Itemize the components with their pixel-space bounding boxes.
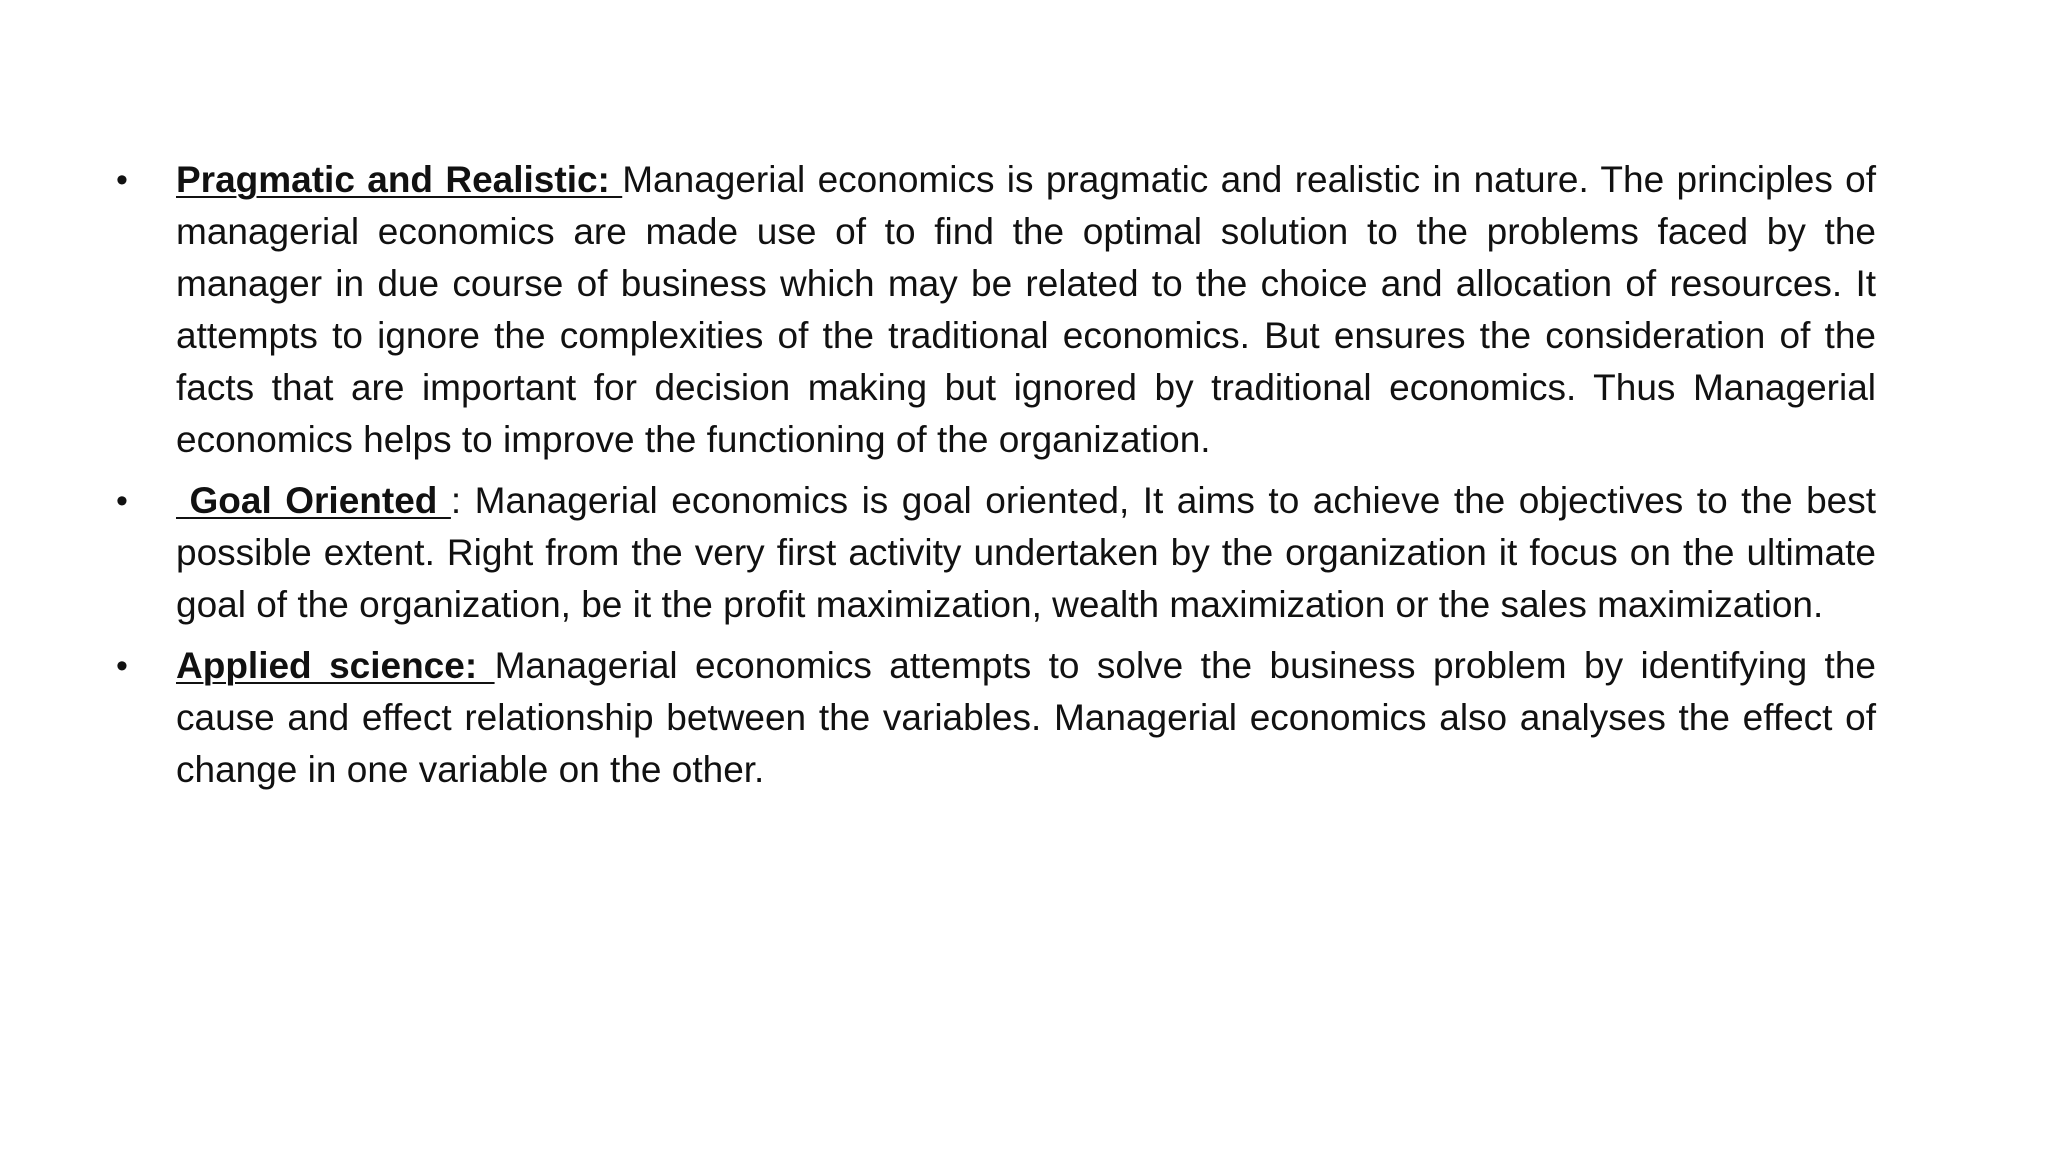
bullet-icon: • (116, 647, 128, 685)
description-applied-science: Managerial economics attempts to solve the business problem by identifying the cause and effect relationship between the variables. Managerial economics also analyses the effect of change in one variable on the other. (176, 645, 1876, 790)
bullet-item-applied-science (110, 640, 1876, 796)
term-applied-science: Applied science: (176, 645, 495, 686)
term-pragmatic-and-realistic: Pragmatic and Realistic: (176, 159, 623, 200)
description-goal-oriented: : Managerial economics is goal oriented, It aims to achieve the objectives to the best possible extent. Right from the very first activity undertaken by the organization it focus on the ultimate goal of the organization, be it the profit maximization, wealth maximization or the sales maximization. (176, 480, 1877, 625)
description-pragmatic-and-realistic: Managerial economics is pragmatic and realistic in nature. The principles of managerial economics are made use of to find the optimal solution to the problems faced by the manager in due course of business which may be related to the choice and allocation of resources. It attempts to ignore the complexities of the traditional economics. But ensures the consideration of the facts that are important for decision making but ignored by traditional economics. Thus Managerial economics helps to improve the functioning of the organization. (176, 159, 1877, 460)
bullet-item-goal-oriented (110, 475, 1876, 631)
bullet-icon: • (116, 161, 128, 199)
term-goal-oriented: Goal Oriented (176, 480, 451, 521)
bullet-list (110, 154, 1876, 805)
bullet-icon: • (116, 482, 128, 520)
bullet-item-pragmatic-and-realistic (110, 154, 1876, 466)
